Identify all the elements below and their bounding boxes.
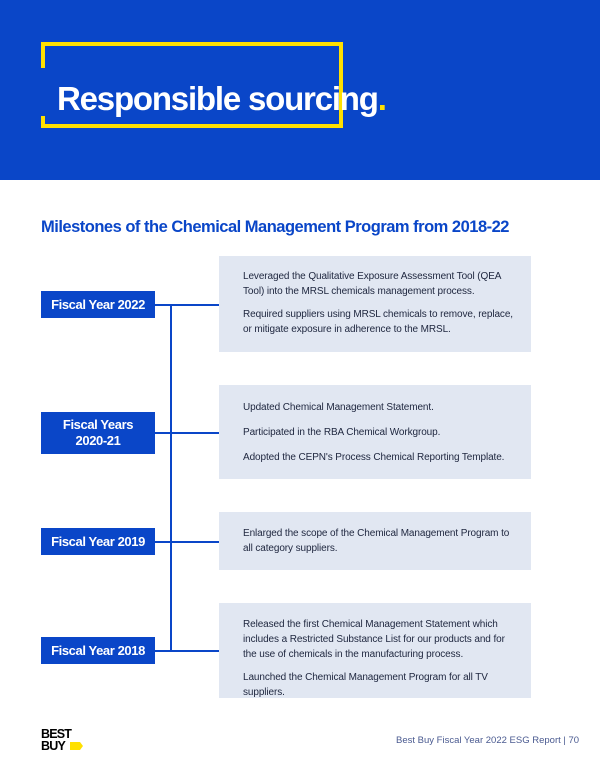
milestone-item: Released the first Chemical Management Statement which includes a Restricted Substance List for our products and for the use of chemicals in the manufacturing process. — [243, 619, 505, 660]
milestone-box-2018 — [219, 603, 531, 698]
timeline-vertical-line — [170, 304, 172, 652]
milestone-item: Launched the Chemical Management Program for all TV suppliers. — [243, 672, 488, 698]
milestone-item: Required suppliers using MRSL chemicals to remove, replace, or mitigate exposure in adherence to the MRSL. — [243, 309, 513, 335]
page-title: Responsible sourcing. — [57, 80, 386, 117]
title-dot: . — [377, 80, 386, 117]
logo-line1: BEST — [41, 727, 72, 741]
milestone-item: Leveraged the Qualitative Exposure Assessment Tool (QEA Tool) into the MRSL chemicals management process. — [243, 271, 501, 297]
label-fy2022: Fiscal Year 2022 — [41, 291, 155, 318]
label-fy2020-21: Fiscal Years 2020-21 — [41, 412, 155, 454]
logo-line2: BUY — [41, 739, 65, 753]
connector-2022-right — [170, 304, 219, 306]
milestone-item: Adopted the CEPN's Process Chemical Reporting Template. — [243, 452, 505, 463]
milestone-item: Participated in the RBA Chemical Workgroup. — [243, 427, 441, 438]
milestone-box-2022 — [219, 256, 531, 352]
milestone-item: Enlarged the scope of the Chemical Management Program to all category suppliers. — [243, 528, 510, 554]
header-banner — [0, 0, 600, 180]
label-fy2019: Fiscal Year 2019 — [41, 528, 155, 555]
logo-tag — [70, 742, 83, 750]
connector-2019-right — [170, 541, 219, 543]
label-fy2018: Fiscal Year 2018 — [41, 637, 155, 664]
milestone-box-2020-21 — [219, 385, 531, 479]
page-footer: Best Buy Fiscal Year 2022 ESG Report | 70 — [396, 735, 580, 746]
connector-2020-right — [170, 432, 219, 434]
milestone-box-2019 — [219, 512, 531, 570]
section-subtitle: Milestones of the Chemical Management Program from 2018-22 — [41, 218, 509, 236]
best-buy-logo — [41, 727, 91, 753]
connector-2018-right — [170, 650, 219, 652]
milestone-item: Updated Chemical Management Statement. — [243, 402, 434, 413]
